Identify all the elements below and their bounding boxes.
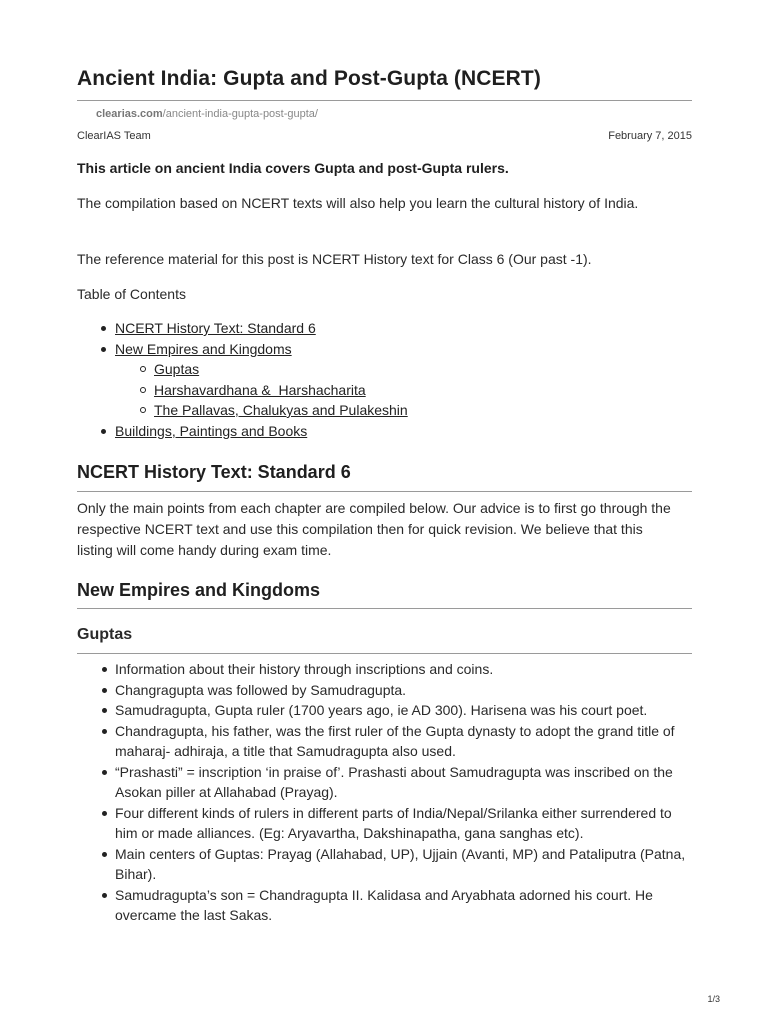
bullet-circle-icon: [140, 407, 146, 413]
subsection-heading-guptas: Guptas: [77, 626, 133, 643]
toc-subitem: [77, 380, 677, 401]
intro-summary: This article on ancient India covers Gupta and post-Gupta rulers.: [77, 160, 509, 176]
list-item-text: Changragupta was followed by Samudragupta.: [115, 681, 407, 698]
bullet-disc-icon: [102, 729, 107, 734]
list-item: [77, 700, 692, 721]
list-item: [77, 659, 692, 680]
toc-item: [77, 421, 677, 442]
toc-link-harshavardhana[interactable]: Harshavardhana & Harshacharita: [154, 381, 366, 398]
page-title: Ancient India: Gupta and Post-Gupta (NCERT): [77, 67, 541, 90]
toc-subitem: [77, 400, 677, 421]
list-item: [77, 680, 692, 701]
list-item: [77, 803, 692, 844]
list-item-text: Samudragupta, Gupta ruler (1700 years ago, ie AD 300). Harisena was his court poet.: [115, 702, 648, 718]
list-item: [77, 885, 692, 926]
bullet-disc-icon: [102, 811, 107, 816]
title-divider: [77, 100, 692, 101]
bullet-disc-icon: [102, 893, 107, 898]
toc-item: [77, 339, 677, 360]
subsection-divider: [77, 653, 692, 654]
publish-date: February 7, 2015: [608, 130, 692, 142]
bullet-disc-icon: [101, 347, 106, 352]
source-url[interactable]: [96, 108, 318, 120]
toc-link-ncert-standard-6[interactable]: NCERT History Text: Standard 6: [115, 320, 316, 336]
list-item-text: Samudragupta’s son = Chandragupta II. Kalidasa and Aryabhata adorned his court. He overcame the last Sakas.: [115, 886, 653, 923]
intro-paragraph-1: The compilation based on NCERT texts will also help you learn the cultural history of India.: [77, 195, 639, 211]
list-item: [77, 762, 692, 803]
guptas-points-list: [77, 659, 692, 926]
bullet-disc-icon: [102, 667, 107, 672]
bullet-disc-icon: [102, 688, 107, 693]
source-url-domain[interactable]: clearias.com: [96, 108, 163, 120]
bullet-disc-icon: [101, 429, 106, 434]
bullet-disc-icon: [102, 708, 107, 713]
source-url-path[interactable]: /ancient-india-gupta-post-gupta/: [162, 108, 318, 120]
table-of-contents: [77, 318, 677, 441]
toc-link-buildings[interactable]: Buildings, Paintings and Books: [115, 422, 308, 439]
list-item: [77, 844, 692, 885]
list-item-text: Chandragupta, his father, was the first ruler of the Gupta dynasty to adopt the grand title of maharaj- adhiraja, a title that Samudragupta also used.: [115, 722, 675, 759]
bullet-disc-icon: [102, 852, 107, 857]
author: ClearIAS Team: [77, 130, 151, 142]
toc-subitem: [77, 359, 677, 380]
list-item-text: Information about their history through inscriptions and coins.: [115, 661, 494, 677]
bullet-disc-icon: [102, 770, 107, 775]
section-ncert-paragraph: Only the main points from each chapter are compiled below. Our advice is to first go through the respective NCERT text and use this compilation then for quick revision. We believe that this listing will come handy during exam time.: [77, 500, 671, 558]
toc-heading: Table of Contents: [77, 286, 186, 302]
bullet-circle-icon: [140, 366, 146, 372]
list-item-text: Main centers of Guptas: Prayag (Allahabad, UP), Ujjain (Avanti, MP) and Pataliputra (Patna, Bihar).: [115, 845, 686, 882]
bullet-circle-icon: [140, 387, 146, 393]
toc-link-new-empires[interactable]: New Empires and Kingdoms: [115, 340, 292, 357]
intro-paragraph-2: The reference material for this post is NCERT History text for Class 6 (Our past -1).: [77, 251, 592, 267]
toc-link-guptas[interactable]: Guptas: [154, 361, 200, 377]
section-heading-new-empires: New Empires and Kingdoms: [77, 580, 321, 600]
section-heading-ncert: NCERT History Text: Standard 6: [77, 462, 351, 482]
toc-item: [77, 318, 677, 339]
page-number: 1/3: [707, 994, 720, 1004]
list-item-text: “Prashasti” = inscription ‘in praise of’. Prashasti about Samudragupta was inscribed on the Asokan piller at Allahabad (Prayag).: [115, 763, 673, 800]
list-item-text: Four different kinds of rulers in different parts of India/Nepal/Srilanka either surrendered to him or made alliances. (Eg: Aryavartha, Dakshinapatha, gana sanghas etc).: [115, 804, 672, 841]
toc-link-pallavas[interactable]: The Pallavas, Chalukyas and Pulakeshin: [154, 402, 408, 418]
bullet-disc-icon: [101, 326, 106, 331]
section-divider: [77, 608, 692, 609]
section-divider: [77, 491, 692, 492]
list-item: [77, 721, 692, 762]
